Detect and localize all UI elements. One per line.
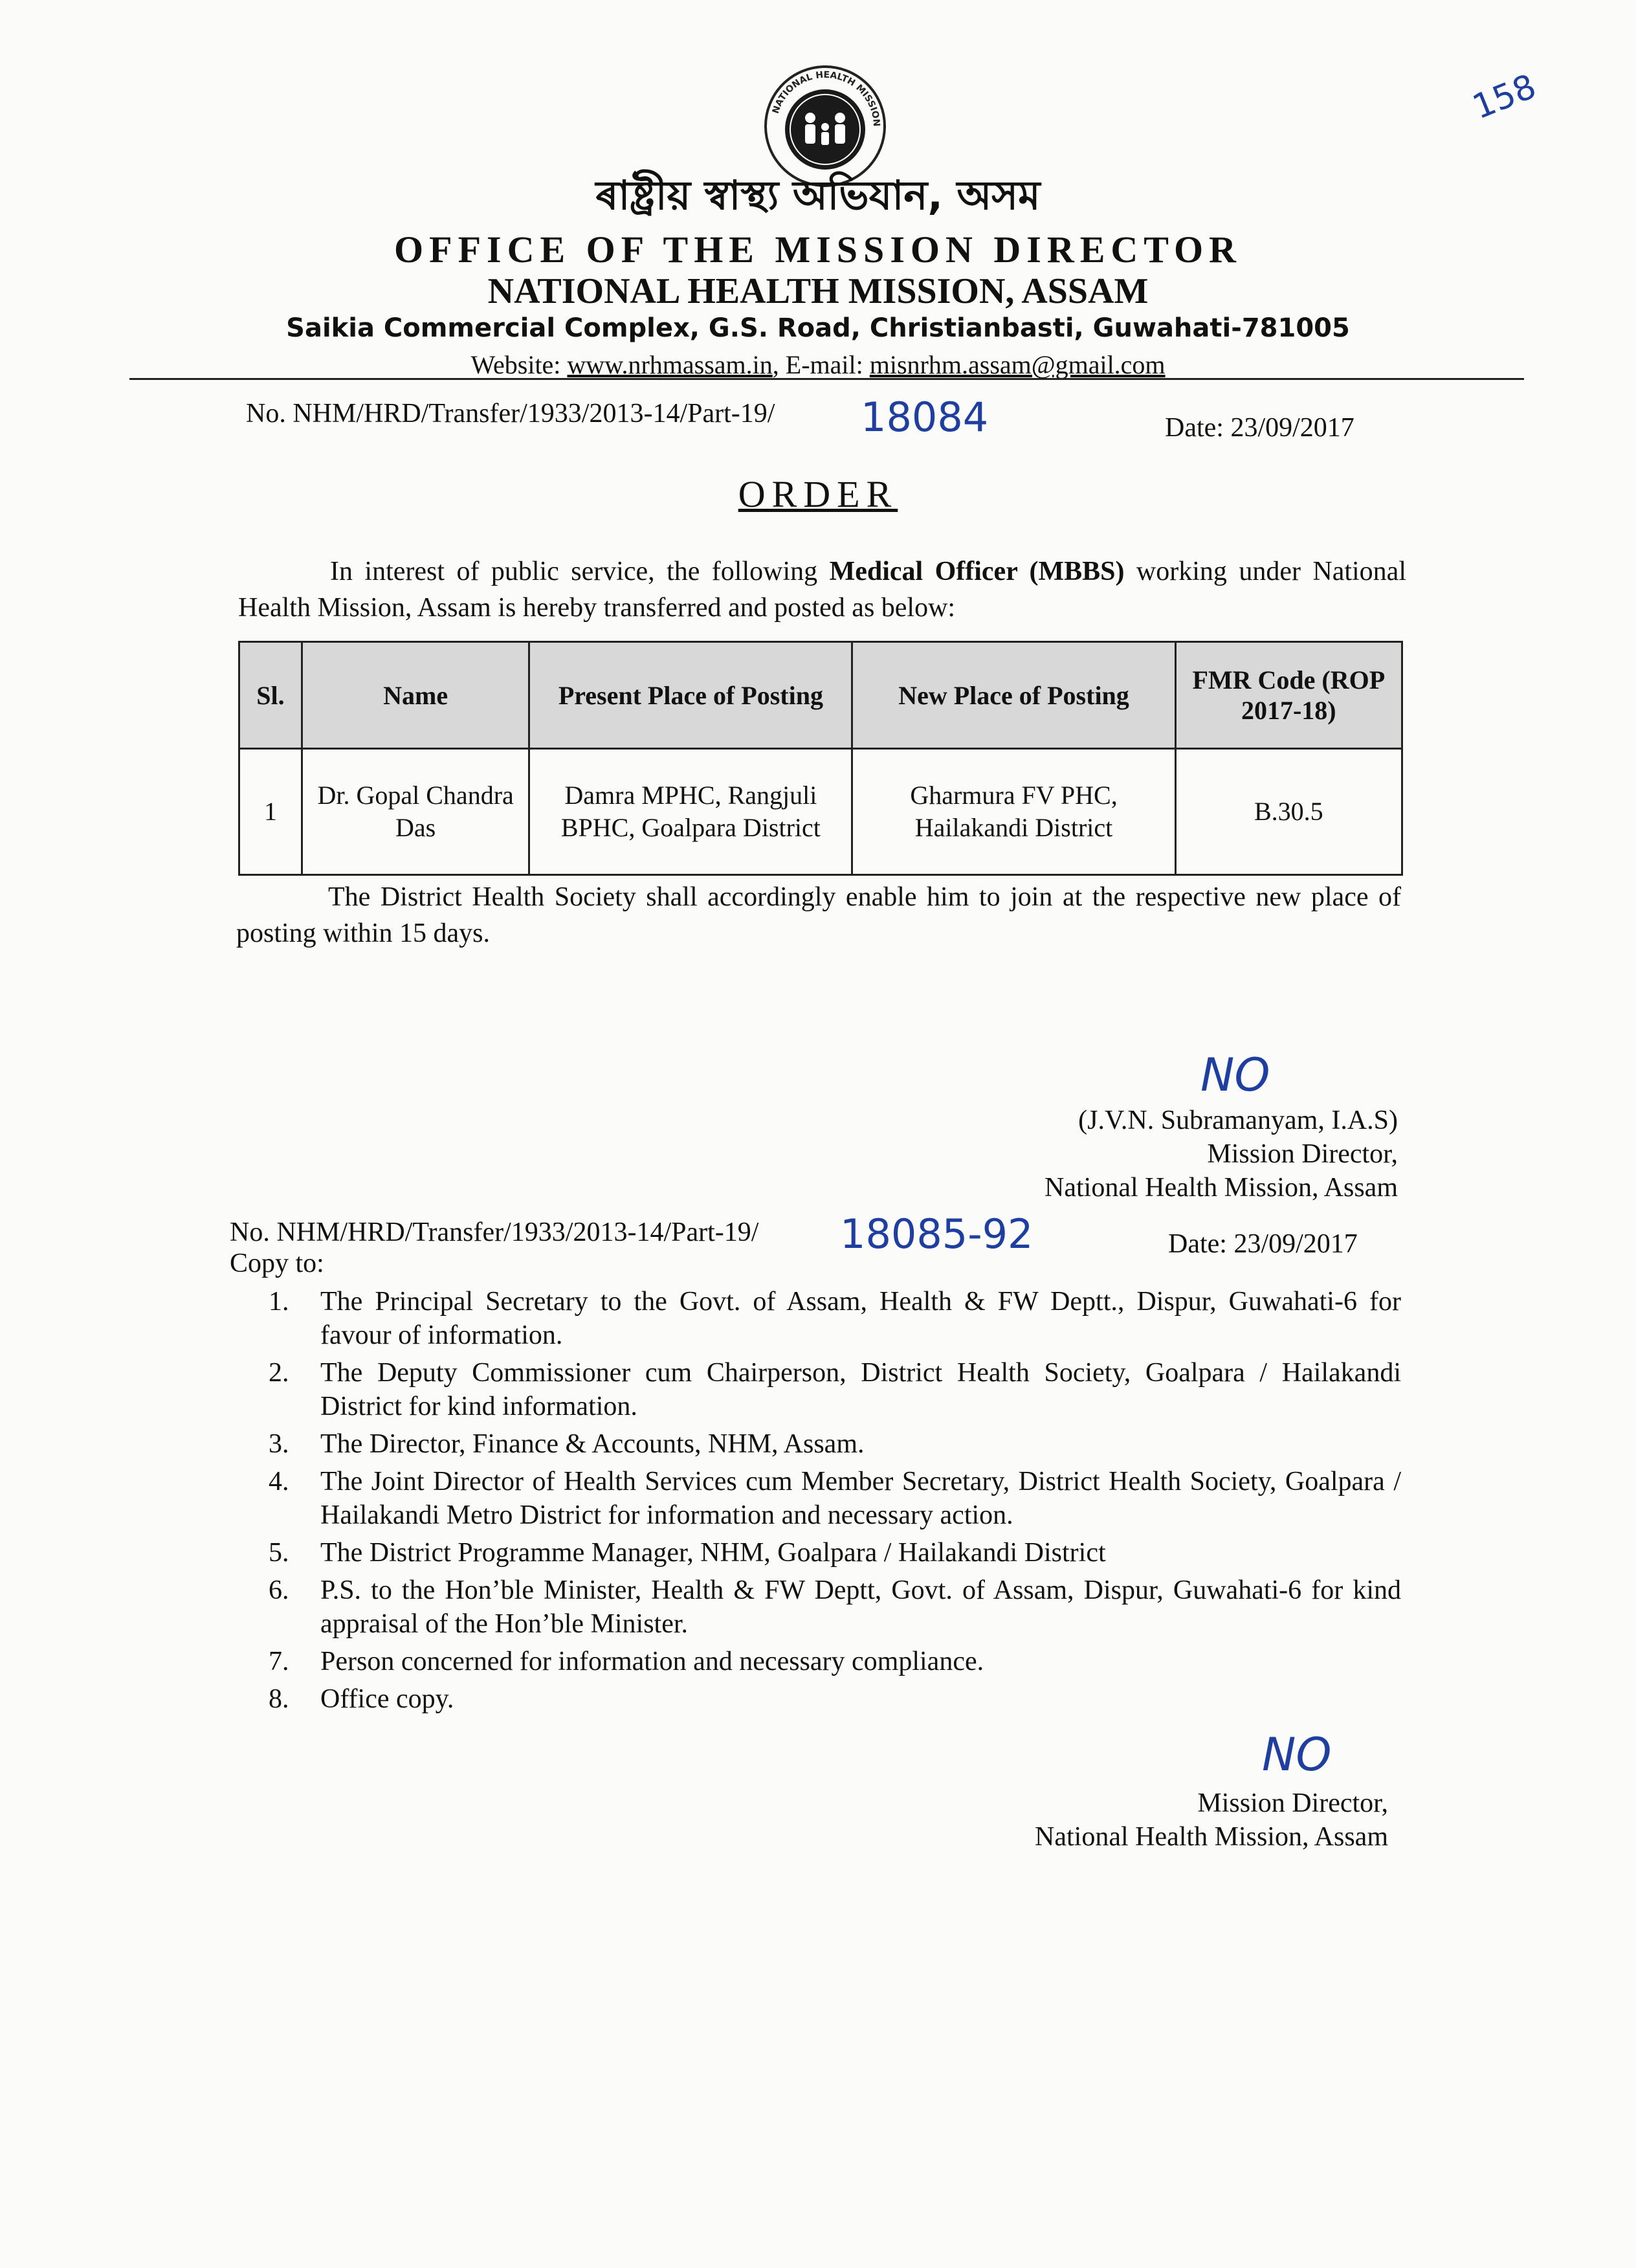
list-item [230,1536,1401,1570]
list-number: 6. [269,1575,289,1605]
website-label: Website: [470,350,568,379]
table-header-row [239,642,1402,749]
email-link[interactable]: misnrhm.assam@gmail.com [869,350,1166,379]
list-number: 7. [269,1647,289,1676]
reference-number: No. NHM/HRD/Transfer/1933/2013-14/Part-19/ [246,399,775,428]
second-signature-initials: NO [1262,1728,1332,1781]
list-number: 5. [269,1538,289,1568]
header-present-posting: Present Place of Posting [529,642,852,749]
list-number: 4. [269,1467,289,1496]
header-divider [129,378,1524,380]
list-item [230,1573,1401,1641]
signatory-name: (J.V.N. Subramanyam, I.A.S) [1078,1106,1398,1135]
office-address: Saikia Commercial Complex, G.S. Road, Christianbasti, Guwahati-781005 [286,313,1350,343]
intro-bold-text: Medical Officer (MBBS) [829,557,1125,586]
list-text: The District Programme Manager, NHM, Goalpara / Hailakandi District [320,1538,1106,1568]
header-name: Name [302,642,529,749]
cell-sl: 1 [239,749,302,875]
copy-date: Date: 23/09/2017 [1168,1229,1358,1259]
list-number: 1. [269,1287,289,1317]
list-item [230,1465,1401,1532]
order-date: Date: 23/09/2017 [1165,413,1354,443]
intro-text-1: In interest of public service, the following [330,557,830,586]
signature-initials: NO [1200,1049,1270,1102]
assamese-title: ৰাষ্ট্ৰীয় স্বাস্থ্য অভিযান, অসম [595,172,1041,219]
list-item [230,1682,1401,1716]
handwritten-dispatch-number: 18084 [861,394,989,441]
closing-paragraph: The District Health Society shall accordingly enable him to join at the respective new place of posting within 15 days. [236,882,1401,948]
list-item [230,1356,1401,1423]
list-number: 3. [269,1429,289,1459]
office-title: OFFICE OF THE MISSION DIRECTOR [394,228,1242,271]
cell-new-posting: Gharmura FV PHC, Hailakandi District [852,749,1175,875]
order-heading: ORDER [738,473,898,515]
list-item [230,1645,1401,1678]
mission-title: NATIONAL HEALTH MISSION, ASSAM [487,271,1149,311]
list-text: The Principal Secretary to the Govt. of Assam, Health & FW Deptt., Dispur, Guwahati-6 for favour of information. [320,1287,1401,1350]
copy-to-label: Copy to: [230,1249,324,1278]
list-number: 8. [269,1684,289,1714]
signatory-org: National Health Mission, Assam [1045,1173,1398,1203]
cell-present-posting: Damra MPHC, Rangjuli BPHC, Goalpara District [529,749,852,875]
list-text: Person concerned for information and necessary compliance. [320,1647,984,1676]
signatory-title: Mission Director, [1207,1139,1398,1169]
list-item [230,1427,1401,1461]
logo-arc-text: NATIONAL HEALTH MISSION [770,69,882,127]
copy-to-list [230,1285,1401,1720]
intro-text-2: working under National Health Mission, Assam is hereby transferred and posted as below: [238,557,1406,623]
header-fmr-code: FMR Code (ROP 2017-18) [1175,642,1402,749]
list-item [230,1285,1401,1352]
header-new-posting: New Place of Posting [852,642,1175,749]
second-signatory-org: National Health Mission, Assam [1035,1822,1388,1852]
table-row [239,749,1402,875]
header-sl: Sl. [239,642,302,749]
list-text: The Director, Finance & Accounts, NHM, Assam. [320,1429,865,1459]
contact-line [0,350,1636,380]
copy-handwritten-dispatch-number: 18085-92 [840,1210,1034,1258]
cell-fmr-code: B.30.5 [1175,749,1402,875]
intro-paragraph [238,553,1406,626]
website-link[interactable]: www.nrhmassam.in [567,350,773,379]
corner-handwritten-note: 158 [1467,67,1542,128]
copy-reference-number: No. NHM/HRD/Transfer/1933/2013-14/Part-19/ [230,1217,759,1247]
list-text: P.S. to the Hon’ble Minister, Health & FW Deptt, Govt. of Assam, Dispur, Guwahati-6 for kind appraisal of the Hon’ble Minister. [320,1575,1401,1639]
list-text: The Deputy Commissioner cum Chairperson, District Health Society, Goalpara / Hailakandi District for kind information. [320,1358,1401,1421]
second-signatory-title: Mission Director, [1197,1788,1388,1818]
list-text: Office copy. [320,1684,454,1714]
list-text: The Joint Director of Health Services cum Member Secretary, District Health Society, Goalpara / Hailakandi Metro District for information and necessary action. [320,1467,1401,1530]
second-signature-block [906,1786,1388,1854]
list-number: 2. [269,1358,289,1388]
cell-name: Dr. Gopal Chandra Das [302,749,529,875]
transfer-table [238,641,1403,876]
signature-block [906,1104,1398,1205]
email-label: , E-mail: [772,350,870,379]
